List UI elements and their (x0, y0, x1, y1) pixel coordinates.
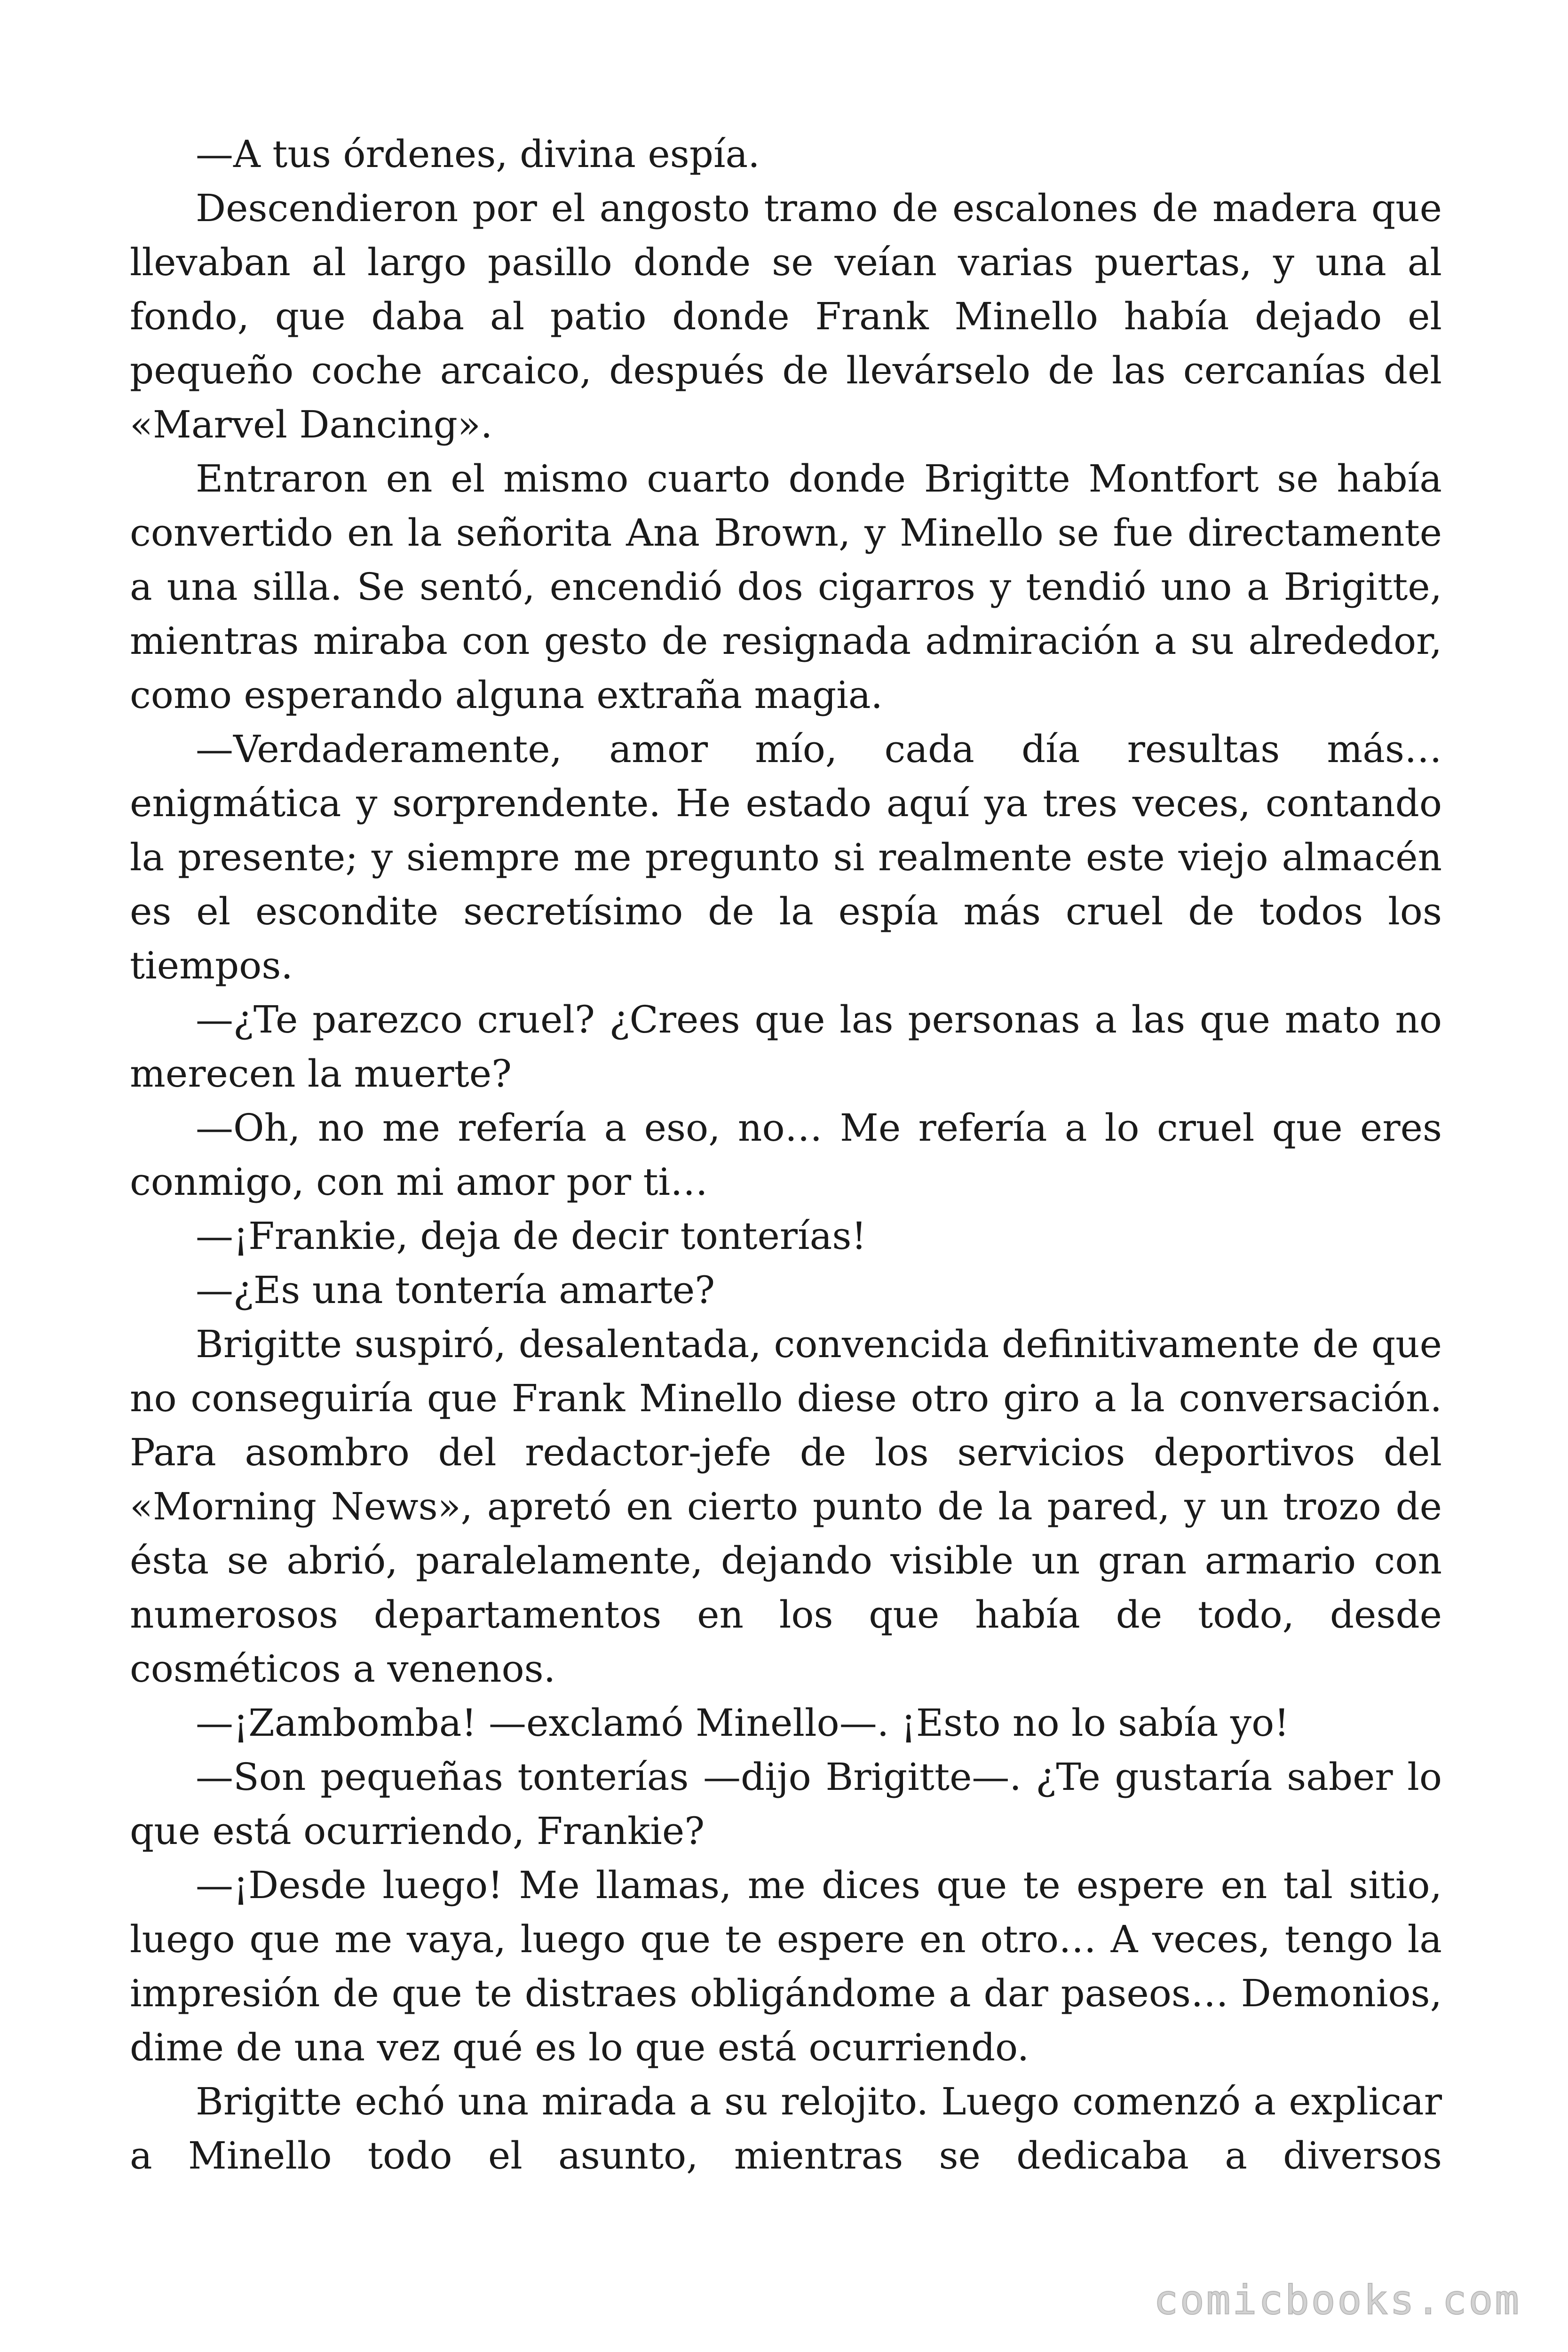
paragraph: —Oh, no me refería a eso, no… Me refería a lo cruel que eres conmigo, con mi amor por ti… (130, 1106, 1442, 1204)
paragraph: —A tus órdenes, divina espía. (196, 132, 760, 176)
page-text (130, 127, 1442, 2183)
paragraph: —Son pequeñas tonterías —dijo Brigitte—. ¿Te gustaría saber lo que está ocurriendo, Frankie? (130, 1755, 1442, 1853)
paragraph-continued: Brigitte echó una mirada a su relojito. Luego comenzó a explicar a Minello todo el asunto, mientras se dedicaba a diversos (130, 2080, 1442, 2177)
paragraph: —¿Es una tontería amarte? (196, 1268, 715, 1312)
paragraph: Brigitte suspiró, desalentada, convencida definitivamente de que no conseguiría que Frank Minello diese otro giro a la conversación. Para asombro del redactor-jefe de los servicios deportivos del «Morning News», apretó en cierto punto de la pared, y un trozo de ésta se abrió, paralelamente, dejando visible un gran armario con numerosos departamentos en los que había de todo, desde cosméticos a venenos. (130, 1322, 1442, 1691)
paragraph: —¿Te parezco cruel? ¿Crees que las personas a las que mato no merecen la muerte? (130, 998, 1442, 1096)
paragraph: —¡Frankie, deja de decir tonterías! (196, 1214, 867, 1258)
paragraph: —¡Zambomba! —exclamó Minello—. ¡Esto no lo sabía yo! (196, 1701, 1290, 1745)
paragraph: —Verdaderamente, amor mío, cada día resultas más… enigmática y sorprendente. He estado aquí ya tres veces, contando la presente; y siempre me pregunto si realmente este viejo almacén es el escondite secretísimo de la espía más cruel de todos los tiempos. (130, 727, 1442, 987)
paragraph: Entraron en el mismo cuarto donde Brigitte Montfort se había convertido en la señorita Ana Brown, y Minello se fue directamente a una silla. Se sentó, encendió dos cigarros y tendió uno a Brigitte, mientras miraba con gesto de resignada admiración a su alrededor, como esperando alguna extraña magia. (130, 457, 1442, 717)
paragraph: —¡Desde luego! Me llamas, me dices que te espere en tal sitio, luego que me vaya, luego que te espere en otro… A veces, tengo la impresión de que te distraes obligándome a dar paseos… Demonios, dime de una vez qué es lo que está ocurriendo. (130, 1863, 1442, 2069)
paragraph: Descendieron por el angosto tramo de escalones de madera que llevaban al largo pasillo donde se veían varias puertas, y una al fondo, que daba al patio donde Frank Minello había dejado el pequeño coche arcaico, después de llevárselo de las cercanías del «Marvel Dancing». (130, 186, 1442, 446)
watermark: comicbooks.com (1154, 2277, 1521, 2324)
